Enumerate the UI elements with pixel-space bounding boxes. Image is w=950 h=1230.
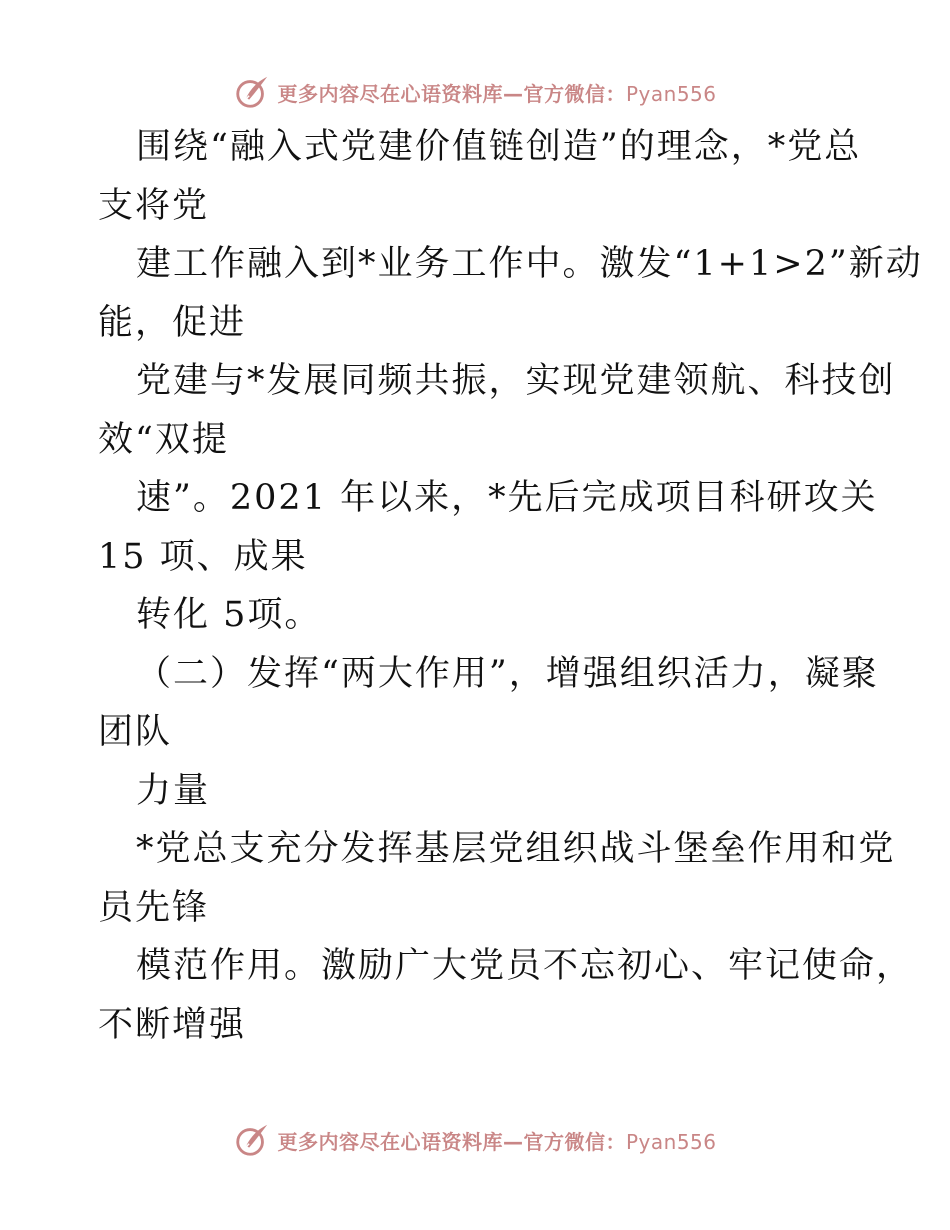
body-text-line: *党总支充分发挥基层党组织战斗堡垒作用和党 [136,829,896,869]
body-text-line: 模范作用。激励广大党员不忘初心、牢记使命， [136,946,914,986]
body-text-line: 围绕“融入式党建价值链创造”的理念，*党总 [136,127,862,167]
watermark-header [0,70,950,114]
body-text-line: 转化 5项。 [136,595,322,635]
body-text-line: 党建与*发展同频共振，实现党建领航、科技创 [136,361,896,401]
quill-pen-logo-icon [233,1121,271,1159]
watermark-footer [0,1118,950,1162]
body-text-line: 速”。2021 年以来，*先后完成项目科研攻关 [136,478,878,518]
body-text-line: 力量 [136,770,211,811]
body-text-line: 建工作融入到*业务工作中。激发“1+1>2”新动 [136,244,923,284]
body-text-line: 能，促进 [98,302,247,343]
watermark-wechat-id: Pyan556 [625,81,717,106]
watermark-text: 更多内容尽在心语资料库—官方微信：Pyan556 [277,1129,717,1154]
quill-pen-logo-icon [233,73,271,111]
body-text-line: 15 项、成果 [98,536,308,577]
watermark-text: 更多内容尽在心语资料库—官方微信：Pyan556 [277,81,717,106]
document-body [98,118,923,1054]
body-text-line: 不断增强 [98,1004,247,1045]
body-text-line: 效“双提 [98,419,229,460]
body-text-line: 支将党 [98,185,210,226]
body-text-line: 员先锋 [98,887,210,928]
watermark-wechat-id: Pyan556 [625,1129,717,1154]
body-text-line: （二）发挥“两大作用”，增强组织活力，凝聚 [136,653,879,694]
body-text-line: 团队 [98,712,173,752]
